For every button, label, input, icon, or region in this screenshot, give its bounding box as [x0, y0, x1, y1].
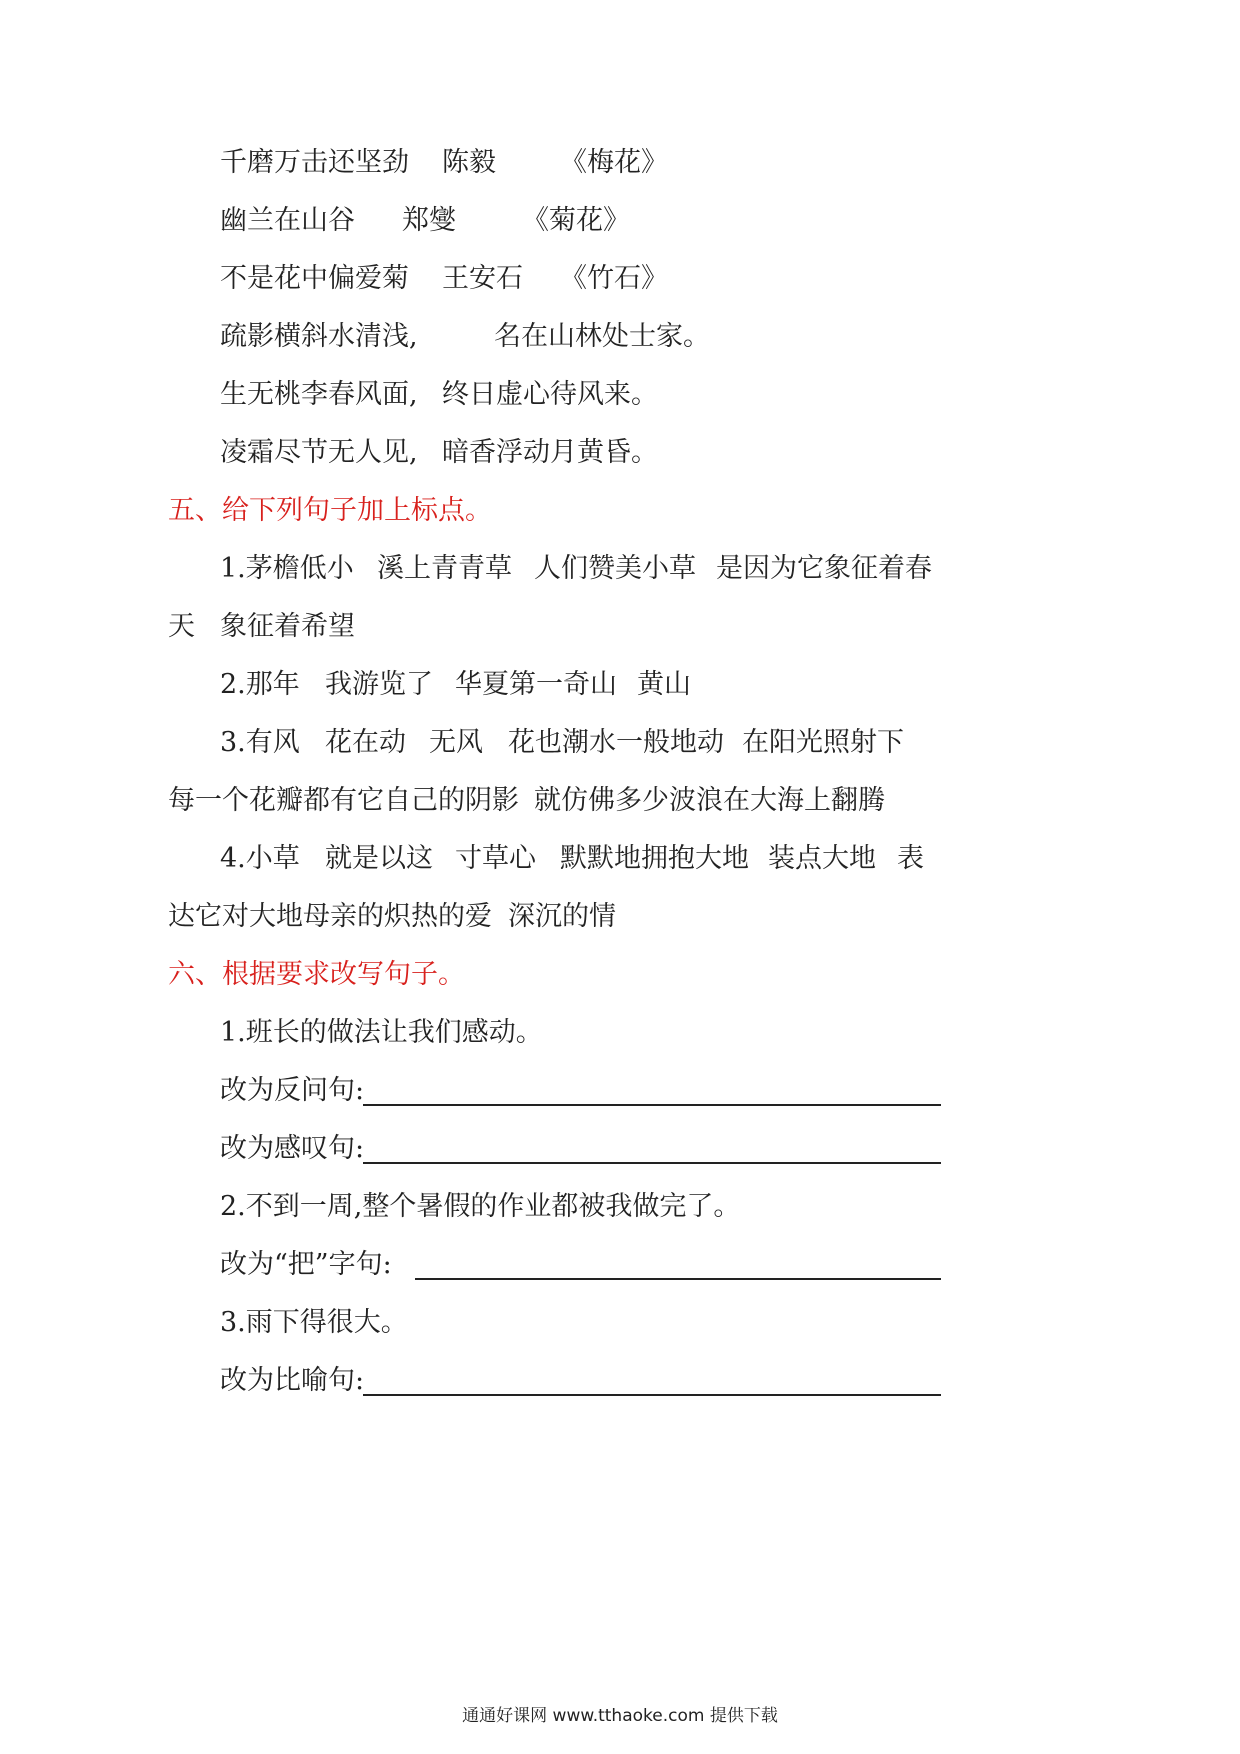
poem-first-half: 生无桃李春风面, — [220, 379, 418, 410]
phrase: 无风 — [429, 727, 483, 758]
phrase: 3.有风 — [220, 727, 300, 758]
poem-author: 王安石 — [442, 263, 523, 294]
poem-line: 幽兰在山谷 — [220, 205, 355, 236]
phrase: 是因为它象征着春 — [716, 553, 932, 584]
phrase: 就是以这 — [325, 843, 433, 874]
poem-first-half: 凌霜尽节无人见, — [220, 437, 418, 468]
poem-line: 不是花中偏爱菊 — [220, 263, 409, 294]
answer-exclamatory-label: 改为感叹句: — [220, 1133, 365, 1164]
section-5-heading: 五、给下列句子加上标点。 — [168, 495, 492, 526]
phrase: 黄山 — [637, 669, 691, 700]
phrase: 我游览了 — [325, 669, 433, 700]
phrase: 装点大地 — [768, 843, 876, 874]
phrase: 天 — [168, 611, 195, 642]
poem-line: 千磨万击还坚劲 — [220, 147, 409, 178]
poem-second-half: 暗香浮动月黄昏。 — [442, 437, 658, 468]
question-3: 3.雨下得很大。 — [220, 1307, 408, 1338]
phrase: 人们赞美小草 — [534, 553, 696, 584]
phrase: 表 — [897, 843, 924, 874]
answer-metaphor-label: 改为比喻句: — [220, 1365, 365, 1396]
phrase: 默默地拥抱大地 — [560, 843, 749, 874]
answer-rhetorical-blank[interactable] — [363, 1104, 941, 1106]
phrase: 溪上青青草 — [377, 553, 512, 584]
phrase: 1.茅檐低小 — [220, 553, 354, 584]
poem-title: 《竹石》 — [560, 263, 668, 294]
phrase: 就仿佛多少波浪在大海上翻腾 — [534, 785, 885, 816]
phrase: 每一个花瓣都有它自己的阴影 — [168, 785, 519, 816]
phrase: 在阳光照射下 — [742, 727, 904, 758]
phrase: 深沉的情 — [508, 901, 616, 932]
phrase: 2.那年 — [220, 669, 300, 700]
poem-second-half: 终日虚心待风来。 — [442, 379, 658, 410]
phrase: 达它对大地母亲的炽热的爱 — [168, 901, 492, 932]
poem-author: 陈毅 — [442, 147, 496, 178]
answer-rhetorical-label: 改为反问句: — [220, 1075, 365, 1106]
phrase: 寸草心 — [455, 843, 536, 874]
phrase: 花在动 — [325, 727, 406, 758]
poem-title: 《梅花》 — [560, 147, 668, 178]
answer-ba-label: 改为“把”字句: — [220, 1249, 392, 1280]
phrase: 象征着希望 — [220, 611, 355, 642]
poem-first-half: 疏影横斜水清浅, — [220, 321, 418, 352]
poem-author: 郑燮 — [402, 205, 456, 236]
section-6-heading: 六、根据要求改写句子。 — [168, 959, 465, 990]
answer-exclamatory-blank[interactable] — [363, 1162, 941, 1164]
phrase: 华夏第一奇山 — [455, 669, 617, 700]
question-1: 1.班长的做法让我们感动。 — [220, 1017, 543, 1048]
poem-second-half: 名在山林处士家。 — [494, 321, 710, 352]
page-footer: 通通好课网 www.tthaoke.com 提供下载 — [462, 1706, 778, 1726]
phrase: 花也潮水一般地动 — [508, 727, 724, 758]
phrase: 4.小草 — [220, 843, 300, 874]
question-2: 2.不到一周,整个暑假的作业都被我做完了。 — [220, 1191, 741, 1222]
poem-title: 《菊花》 — [522, 205, 630, 236]
answer-metaphor-blank[interactable] — [363, 1394, 941, 1396]
answer-ba-blank[interactable] — [415, 1278, 941, 1280]
